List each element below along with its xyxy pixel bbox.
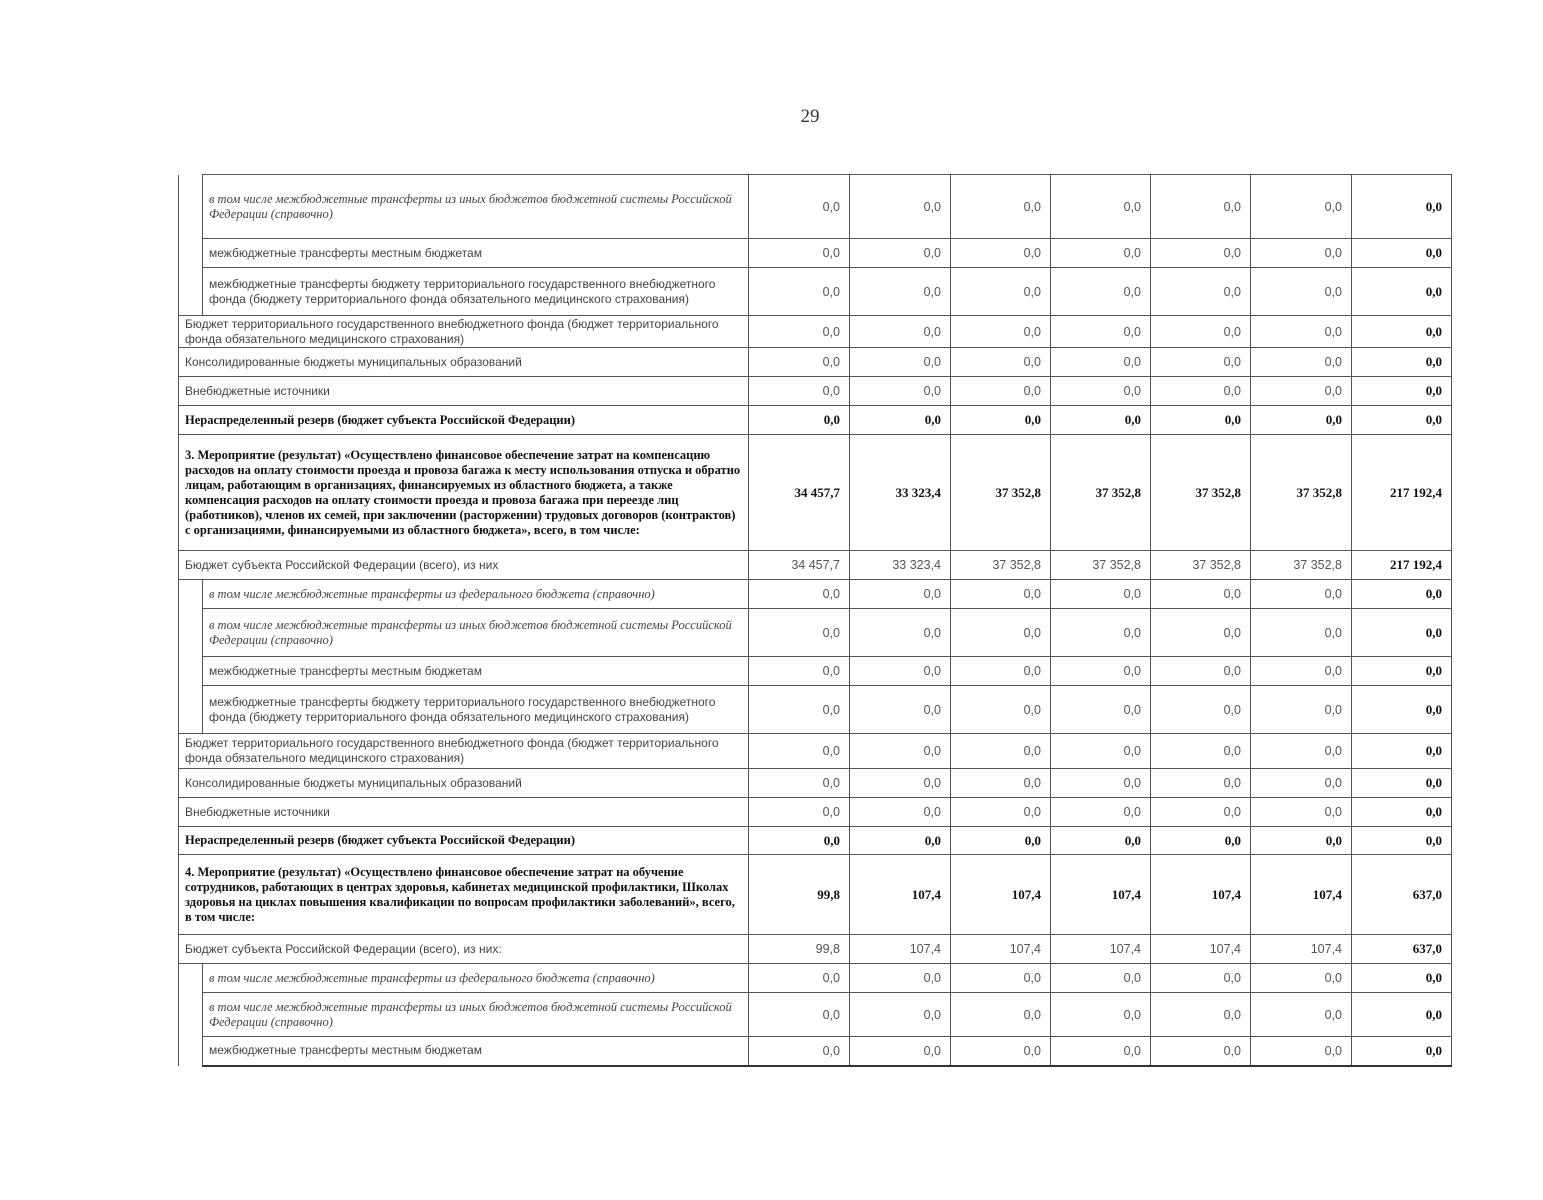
total-value: 0,0 (1352, 580, 1452, 609)
year-4-value: 0,0 (1051, 316, 1151, 348)
row-label: межбюджетные трансферты местным бюджетам (203, 1037, 749, 1066)
year-6-value: 0,0 (1251, 798, 1352, 827)
table-row (179, 609, 1452, 657)
year-4-value: 0,0 (1051, 827, 1151, 855)
year-2-value: 0,0 (850, 964, 951, 993)
year-1-value: 0,0 (749, 993, 850, 1037)
year-6-value: 0,0 (1251, 734, 1352, 769)
year-1-value: 34 457,7 (749, 435, 850, 551)
year-5-value: 0,0 (1151, 1037, 1251, 1066)
total-value: 0,0 (1352, 348, 1452, 377)
year-5-value: 0,0 (1151, 580, 1251, 609)
table-row (179, 734, 1452, 769)
table-row (179, 798, 1452, 827)
year-2-value: 33 323,4 (850, 551, 951, 580)
year-2-value: 0,0 (850, 769, 951, 798)
row-label: в том числе межбюджетные трансферты из иных бюджетов бюджетной системы Российской Федерации (справочно) (203, 175, 749, 239)
budget-table (178, 174, 1452, 1067)
year-4-value: 107,4 (1051, 935, 1151, 964)
year-6-value: 0,0 (1251, 827, 1352, 855)
row-label: межбюджетные трансферты бюджету территориального государственного внебюджетного фонда (бюджету территориального фонда обязательного медицинского страхования) (203, 686, 749, 734)
year-1-value: 0,0 (749, 1037, 850, 1066)
year-3-value: 107,4 (951, 935, 1051, 964)
year-3-value: 0,0 (951, 377, 1051, 406)
total-value: 0,0 (1352, 1037, 1452, 1066)
year-3-value: 37 352,8 (951, 435, 1051, 551)
year-1-value: 0,0 (749, 175, 850, 239)
total-value: 0,0 (1352, 734, 1452, 769)
table-row (179, 268, 1452, 316)
year-4-value: 0,0 (1051, 406, 1151, 435)
year-5-value: 0,0 (1151, 609, 1251, 657)
indent-cell (179, 964, 203, 1066)
year-6-value: 0,0 (1251, 580, 1352, 609)
year-2-value: 0,0 (850, 377, 951, 406)
year-2-value: 0,0 (850, 316, 951, 348)
row-label: в том числе межбюджетные трансферты из иных бюджетов бюджетной системы Российской Федерации (справочно) (203, 609, 749, 657)
total-value: 637,0 (1352, 935, 1452, 964)
year-4-value: 0,0 (1051, 239, 1151, 268)
table-row (179, 551, 1452, 580)
year-5-value: 107,4 (1151, 935, 1251, 964)
table-row (179, 1037, 1452, 1066)
year-6-value: 0,0 (1251, 769, 1352, 798)
year-3-value: 0,0 (951, 769, 1051, 798)
row-label: Нераспределенный резерв (бюджет субъекта Российской Федерации) (179, 406, 749, 435)
year-1-value: 0,0 (749, 827, 850, 855)
table-row (179, 175, 1452, 239)
year-6-value: 0,0 (1251, 268, 1352, 316)
row-label: межбюджетные трансферты бюджету территориального государственного внебюджетного фонда (бюджету территориального фонда обязательного медицинского страхования) (203, 268, 749, 316)
year-1-value: 0,0 (749, 348, 850, 377)
year-3-value: 0,0 (951, 268, 1051, 316)
year-2-value: 0,0 (850, 734, 951, 769)
year-1-value: 0,0 (749, 769, 850, 798)
table-row (179, 993, 1452, 1037)
year-6-value: 0,0 (1251, 377, 1352, 406)
table-row (179, 827, 1452, 855)
year-4-value: 0,0 (1051, 769, 1151, 798)
year-2-value: 0,0 (850, 993, 951, 1037)
row-label: Бюджет территориального государственного внебюджетного фонда (бюджет территориального фонда обязательного медицинского страхования) (179, 734, 749, 769)
year-4-value: 0,0 (1051, 657, 1151, 686)
year-3-value: 0,0 (951, 609, 1051, 657)
page-number: 29 (800, 106, 820, 127)
year-2-value: 107,4 (850, 855, 951, 935)
year-5-value: 0,0 (1151, 239, 1251, 268)
row-label: в том числе межбюджетные трансферты из федерального бюджета (справочно) (203, 580, 749, 609)
year-6-value: 0,0 (1251, 964, 1352, 993)
table-row (179, 855, 1452, 935)
total-value: 0,0 (1352, 609, 1452, 657)
year-6-value: 0,0 (1251, 1037, 1352, 1066)
table-row (179, 406, 1452, 435)
year-4-value: 0,0 (1051, 734, 1151, 769)
total-value: 0,0 (1352, 798, 1452, 827)
year-1-value: 0,0 (749, 377, 850, 406)
year-2-value: 0,0 (850, 175, 951, 239)
total-value: 637,0 (1352, 855, 1452, 935)
year-3-value: 0,0 (951, 316, 1051, 348)
year-3-value: 0,0 (951, 348, 1051, 377)
year-6-value: 0,0 (1251, 406, 1352, 435)
year-5-value: 0,0 (1151, 827, 1251, 855)
year-2-value: 0,0 (850, 657, 951, 686)
indent-cell (179, 175, 203, 316)
total-value: 0,0 (1352, 769, 1452, 798)
year-6-value: 0,0 (1251, 175, 1352, 239)
year-4-value: 0,0 (1051, 993, 1151, 1037)
year-3-value: 0,0 (951, 406, 1051, 435)
year-3-value: 0,0 (951, 580, 1051, 609)
total-value: 0,0 (1352, 686, 1452, 734)
table-row (179, 935, 1452, 964)
table-row (179, 316, 1452, 348)
row-label: Бюджет субъекта Российской Федерации (всего), из них (179, 551, 749, 580)
year-5-value: 0,0 (1151, 993, 1251, 1037)
year-1-value: 0,0 (749, 609, 850, 657)
row-label: Бюджет территориального государственного внебюджетного фонда (бюджет территориального фонда обязательного медицинского страхования) (179, 316, 749, 348)
table-row (179, 657, 1452, 686)
year-5-value: 0,0 (1151, 657, 1251, 686)
year-5-value: 0,0 (1151, 406, 1251, 435)
total-value: 217 192,4 (1352, 551, 1452, 580)
year-4-value: 0,0 (1051, 348, 1151, 377)
year-3-value: 0,0 (951, 827, 1051, 855)
year-5-value: 37 352,8 (1151, 551, 1251, 580)
total-value: 0,0 (1352, 657, 1452, 686)
year-1-value: 0,0 (749, 964, 850, 993)
year-5-value: 0,0 (1151, 316, 1251, 348)
year-5-value: 0,0 (1151, 798, 1251, 827)
row-label: Нераспределенный резерв (бюджет субъекта Российской Федерации) (179, 827, 749, 855)
row-label: 4. Мероприятие (результат) «Осуществлено финансовое обеспечение затрат на обучение сотрудников, работающих в центрах здоровья, кабинетах медицинской профилактики, Школах здоровья на циклах повышения квалификации по вопросам профилактики заболеваний», всего, в том числе: (179, 855, 749, 935)
year-1-value: 0,0 (749, 406, 850, 435)
year-6-value: 107,4 (1251, 855, 1352, 935)
year-5-value: 0,0 (1151, 686, 1251, 734)
year-6-value: 107,4 (1251, 935, 1352, 964)
indent-cell (179, 580, 203, 734)
year-3-value: 0,0 (951, 798, 1051, 827)
year-2-value: 0,0 (850, 239, 951, 268)
year-4-value: 0,0 (1051, 798, 1151, 827)
total-value: 0,0 (1352, 316, 1452, 348)
year-5-value: 0,0 (1151, 769, 1251, 798)
total-value: 0,0 (1352, 239, 1452, 268)
year-2-value: 0,0 (850, 348, 951, 377)
year-1-value: 0,0 (749, 686, 850, 734)
year-2-value: 0,0 (850, 686, 951, 734)
row-label: в том числе межбюджетные трансферты из федерального бюджета (справочно) (203, 964, 749, 993)
year-4-value: 37 352,8 (1051, 435, 1151, 551)
row-label: межбюджетные трансферты местным бюджетам (203, 239, 749, 268)
row-label: межбюджетные трансферты местным бюджетам (203, 657, 749, 686)
year-3-value: 0,0 (951, 964, 1051, 993)
year-3-value: 0,0 (951, 1037, 1051, 1066)
year-6-value: 0,0 (1251, 609, 1352, 657)
year-3-value: 0,0 (951, 993, 1051, 1037)
table-row (179, 580, 1452, 609)
year-1-value: 0,0 (749, 316, 850, 348)
total-value: 0,0 (1352, 406, 1452, 435)
year-1-value: 0,0 (749, 239, 850, 268)
year-2-value: 0,0 (850, 268, 951, 316)
table-row (179, 435, 1452, 551)
year-6-value: 0,0 (1251, 993, 1352, 1037)
row-label: 3. Мероприятие (результат) «Осуществлено финансовое обеспечение затрат на компенсацию расходов на оплату стоимости проезда и провоза багажа к месту использования отпуска и обратно лицам, работающим в организациях, финансируемых из областного бюджета, а также компенсация расходов на оплату стоимости проезда и провоза багажа при переезде лиц (работников), членов их семей, при заключении (расторжении) трудовых договоров (контрактов) с организациями, финансируемыми из областного бюджета», всего, в том числе: (179, 435, 749, 551)
year-4-value: 0,0 (1051, 268, 1151, 316)
year-6-value: 0,0 (1251, 316, 1352, 348)
year-3-value: 0,0 (951, 175, 1051, 239)
year-2-value: 33 323,4 (850, 435, 951, 551)
year-2-value: 0,0 (850, 827, 951, 855)
year-5-value: 0,0 (1151, 377, 1251, 406)
year-2-value: 0,0 (850, 406, 951, 435)
row-label: в том числе межбюджетные трансферты из иных бюджетов бюджетной системы Российской Федерации (справочно) (203, 993, 749, 1037)
year-2-value: 0,0 (850, 1037, 951, 1066)
total-value: 0,0 (1352, 268, 1452, 316)
year-3-value: 0,0 (951, 239, 1051, 268)
year-3-value: 37 352,8 (951, 551, 1051, 580)
year-5-value: 0,0 (1151, 734, 1251, 769)
year-1-value: 0,0 (749, 734, 850, 769)
year-3-value: 107,4 (951, 855, 1051, 935)
year-2-value: 0,0 (850, 798, 951, 827)
year-6-value: 37 352,8 (1251, 551, 1352, 580)
year-1-value: 0,0 (749, 580, 850, 609)
year-5-value: 37 352,8 (1151, 435, 1251, 551)
year-6-value: 0,0 (1251, 657, 1352, 686)
table-row (179, 377, 1452, 406)
year-1-value: 99,8 (749, 855, 850, 935)
year-1-value: 0,0 (749, 657, 850, 686)
year-4-value: 0,0 (1051, 175, 1151, 239)
year-5-value: 0,0 (1151, 964, 1251, 993)
year-4-value: 0,0 (1051, 1037, 1151, 1066)
table-row (179, 348, 1452, 377)
year-3-value: 0,0 (951, 657, 1051, 686)
table-row (179, 686, 1452, 734)
row-label: Консолидированные бюджеты муниципальных образований (179, 348, 749, 377)
year-4-value: 0,0 (1051, 686, 1151, 734)
year-4-value: 37 352,8 (1051, 551, 1151, 580)
year-3-value: 0,0 (951, 734, 1051, 769)
row-label: Внебюджетные источники (179, 798, 749, 827)
year-1-value: 34 457,7 (749, 551, 850, 580)
table-row (179, 769, 1452, 798)
year-4-value: 0,0 (1051, 609, 1151, 657)
year-4-value: 0,0 (1051, 377, 1151, 406)
year-4-value: 0,0 (1051, 964, 1151, 993)
total-value: 0,0 (1352, 993, 1452, 1037)
year-4-value: 107,4 (1051, 855, 1151, 935)
year-2-value: 0,0 (850, 580, 951, 609)
total-value: 0,0 (1352, 964, 1452, 993)
total-value: 0,0 (1352, 827, 1452, 855)
row-label: Внебюджетные источники (179, 377, 749, 406)
year-5-value: 0,0 (1151, 348, 1251, 377)
year-3-value: 0,0 (951, 686, 1051, 734)
total-value: 0,0 (1352, 377, 1452, 406)
year-6-value: 37 352,8 (1251, 435, 1352, 551)
row-label: Консолидированные бюджеты муниципальных образований (179, 769, 749, 798)
year-6-value: 0,0 (1251, 348, 1352, 377)
table-row (179, 239, 1452, 268)
year-2-value: 0,0 (850, 609, 951, 657)
total-value: 0,0 (1352, 175, 1452, 239)
year-5-value: 0,0 (1151, 268, 1251, 316)
year-6-value: 0,0 (1251, 686, 1352, 734)
year-2-value: 107,4 (850, 935, 951, 964)
table-row (179, 964, 1452, 993)
total-value: 217 192,4 (1352, 435, 1452, 551)
year-5-value: 107,4 (1151, 855, 1251, 935)
row-label: Бюджет субъекта Российской Федерации (всего), из них: (179, 935, 749, 964)
year-4-value: 0,0 (1051, 580, 1151, 609)
year-1-value: 0,0 (749, 268, 850, 316)
year-5-value: 0,0 (1151, 175, 1251, 239)
year-1-value: 0,0 (749, 798, 850, 827)
year-1-value: 99,8 (749, 935, 850, 964)
year-6-value: 0,0 (1251, 239, 1352, 268)
